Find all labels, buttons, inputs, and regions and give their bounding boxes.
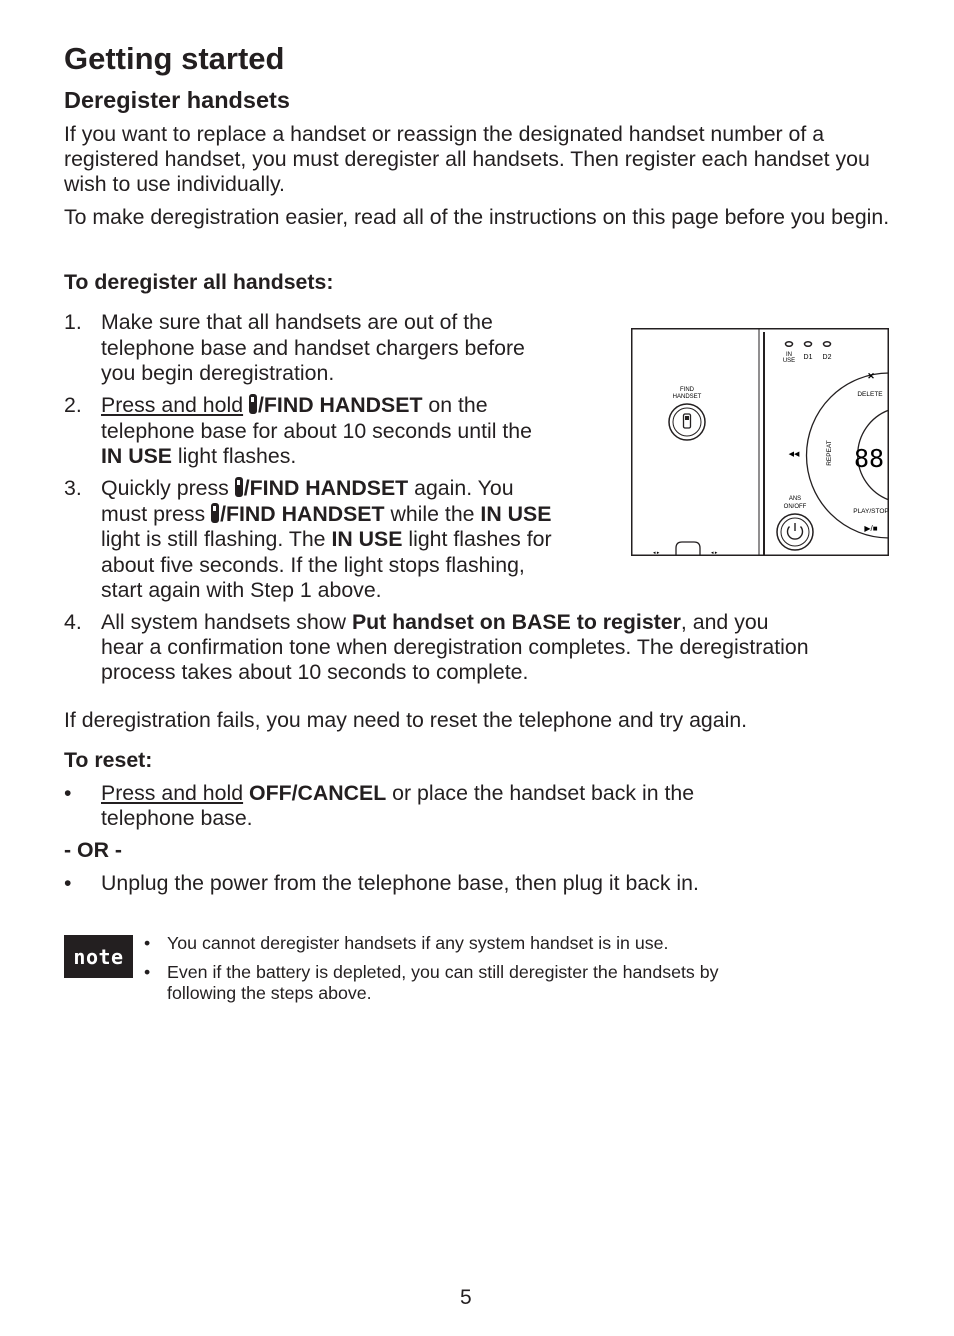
section-title: Deregister handsets <box>64 87 290 113</box>
reset-bullet-2: Unplug the power from the telephone base, then plug it back in. <box>101 871 699 895</box>
page-number: 5 <box>460 1286 472 1309</box>
intro-paragraph-2: To make deregistration easier, read all of the instructions on this page before you begin. <box>64 205 890 229</box>
display-digits: 88 <box>854 444 885 473</box>
or-separator: - OR - <box>64 838 122 862</box>
svg-text:DELETE: DELETE <box>857 391 883 398</box>
step-3-text: Quickly press /FIND HANDSET again. You must press /FIND HANDSET while the IN USE light is still flashing. The IN USE light flashes for about five seconds. If the light stops flashing, start again with Step 1 above. <box>101 476 552 602</box>
svg-text:HANDSET: HANDSET <box>672 394 702 400</box>
bullet: • <box>64 781 72 805</box>
note-item-1: You cannot deregister handsets if any system handset is in use. <box>167 933 669 953</box>
reset-bullet-1: Press and hold OFF/CANCEL or place the handset back in the telephone base. <box>101 781 695 830</box>
step-number: 1. <box>64 310 82 334</box>
svg-text:PLAY/STOP: PLAY/STOP <box>853 508 889 515</box>
x-mark: ✕ <box>867 371 875 381</box>
note-item-2: Even if the battery is depleted, you can still deregister the handsets by following the steps above. <box>167 962 719 1003</box>
note-badge: note <box>64 935 133 978</box>
rewind-icon: ◀◀ <box>788 451 800 458</box>
ans-on-off-button <box>777 514 813 550</box>
step-1-text: Make sure that all handsets are out of the telephone base and handset chargers before you begin deregistration. <box>101 310 525 385</box>
svg-text:D1: D1 <box>803 354 813 361</box>
handset-icon <box>211 503 219 523</box>
intro-paragraph-1: If you want to replace a handset or reassign the designated handset number of a registered handset, you must deregister all handsets. Then register each handset you wish to use individually. <box>64 122 870 196</box>
step-4-text: All system handsets show Put handset on BASE to register, and you hear a confirmation tone when deregistration completes. The deregistration process takes about 10 seconds to complete. <box>101 610 809 684</box>
deregister-heading: To deregister all handsets: <box>64 270 334 294</box>
svg-text:◂ ▸: ◂ ▸ <box>653 550 660 556</box>
page-title: Getting started <box>64 41 285 76</box>
svg-text:◂ ▸: ◂ ▸ <box>711 550 718 556</box>
play-stop-icon: ▶/■ <box>864 524 878 533</box>
svg-text:USE: USE <box>782 358 796 364</box>
note-bullet: • <box>144 933 151 953</box>
handset-icon <box>235 477 243 497</box>
svg-text:FIND: FIND <box>680 387 694 393</box>
svg-text:ANS: ANS <box>788 496 802 502</box>
svg-text:D2: D2 <box>822 354 832 361</box>
telephone-base-diagram <box>631 328 889 556</box>
step-number: 3. <box>64 476 82 500</box>
svg-text:IN: IN <box>786 352 792 358</box>
step-number: 2. <box>64 393 82 417</box>
svg-text:ON/OFF: ON/OFF <box>783 504 807 510</box>
note-bullet: • <box>144 962 151 982</box>
find-handset-button <box>669 404 705 440</box>
svg-text:REPEAT: REPEAT <box>826 440 833 466</box>
fail-text: If deregistration fails, you may need to reset the telephone and try again. <box>64 708 748 732</box>
reset-heading: To reset: <box>64 748 153 772</box>
step-2-text: Press and hold /FIND HANDSET on the telephone base for about 10 seconds until the IN USE light flashes. <box>101 393 532 468</box>
step-number: 4. <box>64 610 82 634</box>
handset-icon <box>249 394 257 414</box>
bullet: • <box>64 871 72 895</box>
